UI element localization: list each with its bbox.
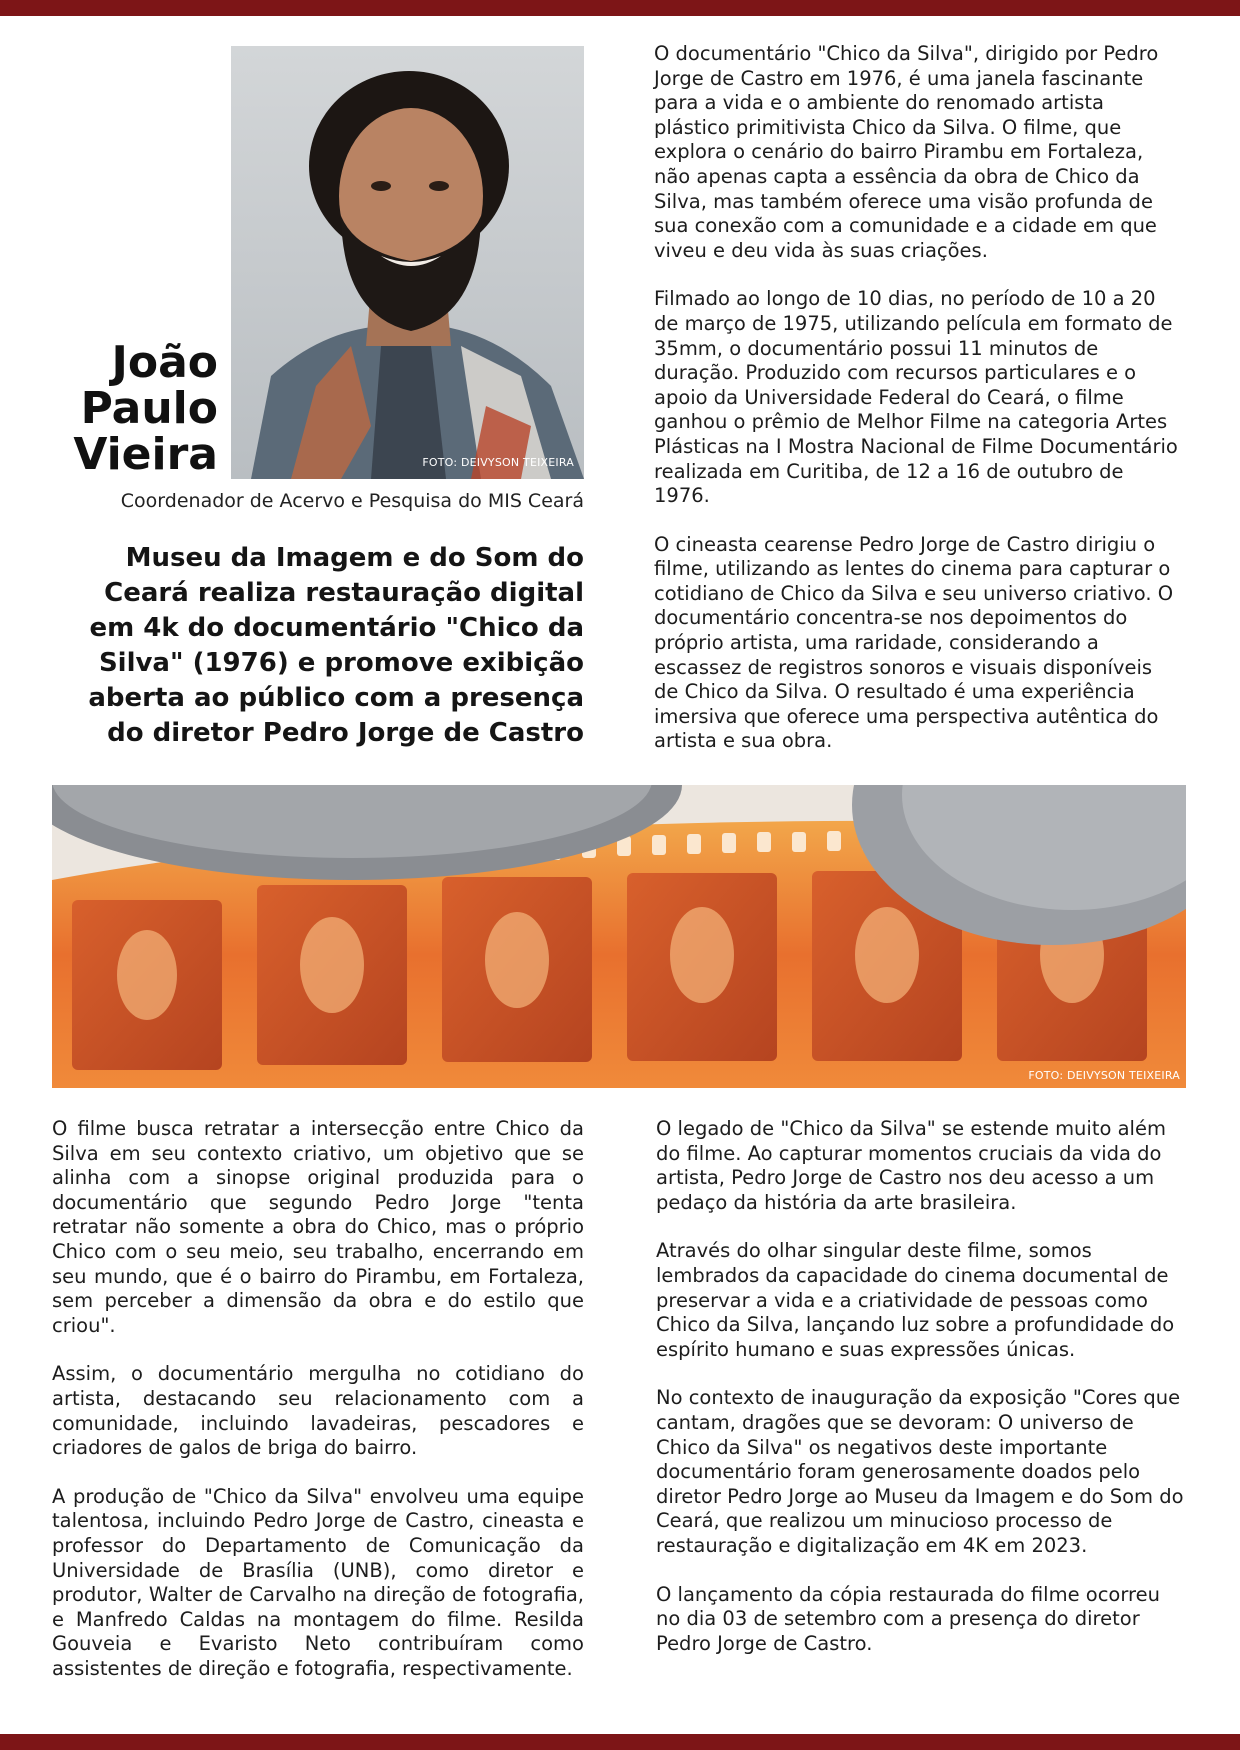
intro-column bbox=[654, 42, 1182, 778]
body-paragraph: Através do olhar singular deste filme, somos lembrados da capacidade do cinema documental de preservar a vida e a criatividade de pessoas como Chico da Silva, lançando luz sobre a profundidade do espírito humano e suas expressões únicas. bbox=[656, 1239, 1175, 1361]
body-left-column bbox=[52, 1117, 584, 1705]
film-strip-photo bbox=[52, 785, 1186, 1088]
author-name-line: Vieira bbox=[73, 429, 218, 480]
body-paragraph: O filme busca retratar a intersecção entre Chico da Silva em seu contexto criativo, um objetivo que se alinha com a sinopse original produzida para o documentário que segundo Pedro Jorge "tenta retratar não somente a obra do Chico, mas o próprio Chico com o seu meio, seu trabalho, encerrando em seu mundo, que é o bairro do Pirambu, em Fortaleza, sem perceber a dimensão da obra e do estilo que criou". bbox=[52, 1117, 584, 1337]
author-role: Coordenador de Acervo e Pesquisa do MIS Ceará bbox=[120, 490, 584, 512]
body-paragraph: O legado de "Chico da Silva" se estende muito além do filme. Ao capturar momentos cruciais da vida do artista, Pedro Jorge de Castro nos deu acesso a um pedaço da história da arte brasileira. bbox=[656, 1117, 1166, 1214]
body-paragraph: A produção de "Chico da Silva" envolveu uma equipe talentosa, incluindo Pedro Jorge de Castro, cineasta e professor do Departamento de Comunicação da Universidade de Brasília (UNB), como diretor e produtor, Walter de Carvalho na direção de fotografia, e Manfredo Caldas na montagem do filme. Resilda Gouveia e Evaristo Neto contribuíram como assistentes de direção e fotografia, respectivamente. bbox=[52, 1484, 584, 1680]
article-headline bbox=[52, 541, 584, 751]
film-photo-credit: FOTO: DEIVYSON TEIXEIRA bbox=[1028, 1069, 1180, 1082]
headline-bold: diretor Pedro Jorge de Castro bbox=[152, 718, 584, 748]
intro-paragraph: Filmado ao longo de 10 dias, no período de 10 a 20 de março de 1975, utilizando película em formato de 35mm, o documentário possui 11 minutos de duração. Produzido com recursos particulares e o apoio da Universidade Federal do Ceará, o filme ganhou o prêmio de Melhor Filme na categoria Artes Plásticas na I Mostra Nacional de Filme Documentário realizada em Curitiba, de 12 a 16 de outubro de 1976. bbox=[654, 287, 1178, 508]
intro-paragraph: O documentário "Chico da Silva", dirigido por Pedro Jorge de Castro em 1976, é uma janela fascinante para a vida e o ambiente do renomado artista plástico primitivista Chico da Silva. O filme, que explora o cenário do bairro Pirambu em Fortaleza, não apenas capta a essência da obra de Chico da Silva, mas também oferece uma visão profunda de sua conexão com a comunidade e a cidade em que viveu e deu vida às suas criações. bbox=[654, 42, 1159, 262]
intro-paragraph: O cineasta cearense Pedro Jorge de Castro dirigiu o filme, utilizando as lentes do cinema para capturar o cotidiano de Chico da Silva e seu universo criativo. O documentário concentra-se nos depoimentos do próprio artista, uma raridade, considerando a escassez de registros sonoros e visuais disponíveis de Chico da Silva. O resultado é uma experiência imersiva que oferece uma perspectiva autêntica do artista e sua obra. bbox=[654, 532, 1174, 753]
body-paragraph: No contexto de inauguração da exposição "Cores que cantam, dragões que se devoram: O universo de Chico da Silva" os negativos deste importante documentário foram generosamente doados pelo diretor Pedro Jorge ao Museu da Imagem e do Som do Ceará, que realizou um minucioso processo de restauração e digitalização em 4K em 2023. bbox=[656, 1386, 1184, 1557]
body-paragraph: O lançamento da cópia restaurada do filme ocorreu no dia 03 de setembro com a presença do diretor Pedro Jorge de Castro. bbox=[656, 1582, 1160, 1655]
body-paragraph: Assim, o documentário mergulha no cotidiano do artista, destacando seu relacionamento com a comunidade, incluindo lavadeiras, pescadores e criadores de galos de briga do bairro. bbox=[52, 1362, 584, 1460]
body-right-column bbox=[656, 1117, 1186, 1680]
portrait-photo-credit: FOTO: DEIVYSON TEIXEIRA bbox=[422, 456, 574, 469]
author-name-line: João bbox=[111, 337, 218, 388]
author-name bbox=[40, 337, 218, 480]
author-portrait-photo bbox=[231, 46, 584, 479]
author-name-line: Paulo bbox=[80, 383, 218, 434]
top-accent-bar bbox=[0, 0, 1240, 16]
bottom-accent-bar bbox=[0, 1734, 1240, 1750]
headline-lead: Museu da Imagem e do Som do Ceará realiza restauração digital em 4k do documentário "Chico da Silva" (1976) e promove exibição aberta ao público com a presença do bbox=[88, 543, 584, 748]
